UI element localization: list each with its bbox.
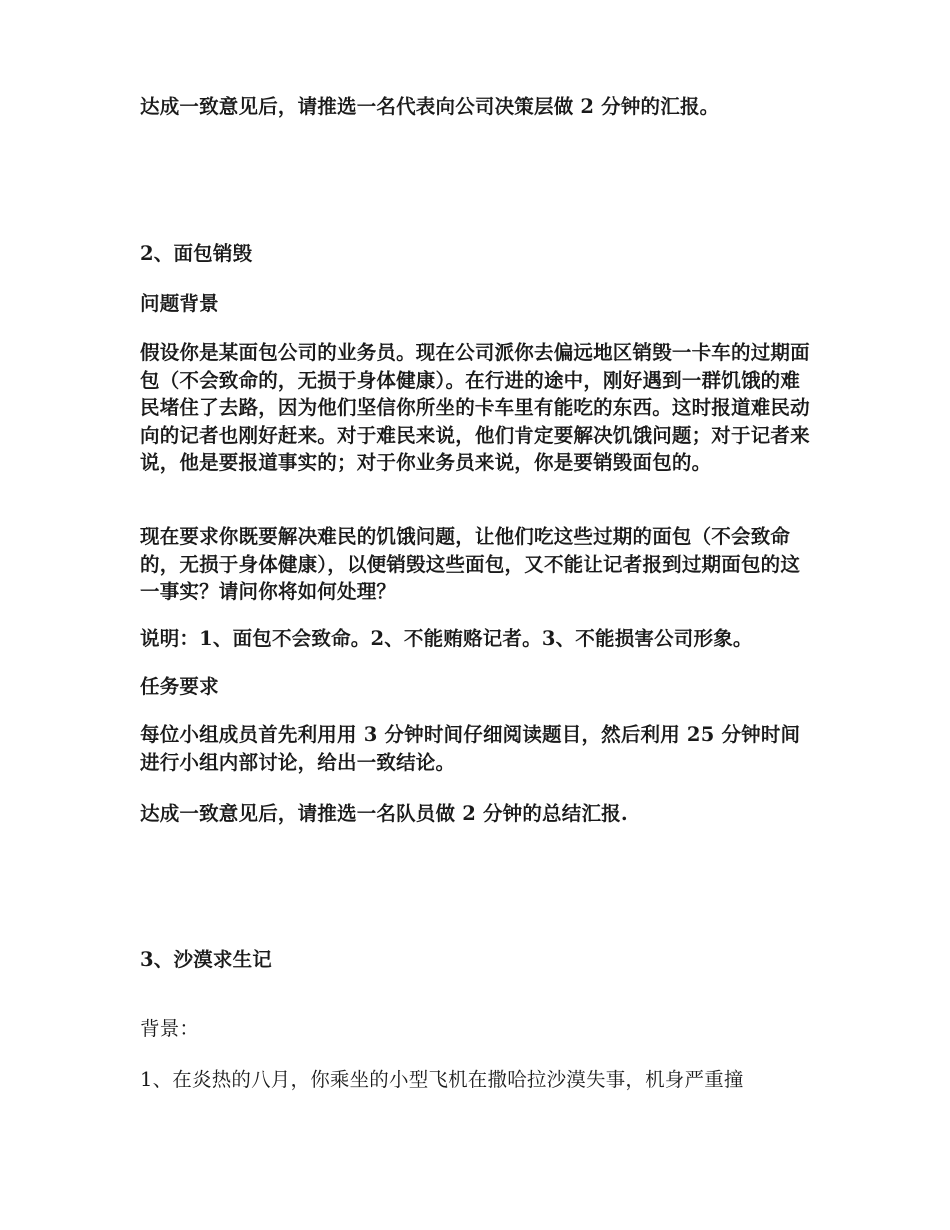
section-2-task-label: 任务要求: [140, 675, 219, 698]
section-2-note-paragraph: 说明：1、面包不会致命。2、不能贿赂记者。3、不能损害公司形象。: [140, 627, 753, 650]
section-2-requirement-paragraph: 现在要求你既要解决难民的饥饿问题，让他们吃这些过期的面包（不会致命的，无损于身体健康），以便销毁这些面包，又不能让记者报到过期面包的这一事实？请问你将如何处理？: [140, 525, 801, 603]
report-instruction-paragraph: 达成一致意见后，请推选一名代表向公司决策层做 2 分钟的汇报。: [140, 95, 720, 118]
section-3-item-1: 1、在炎热的八月，你乘坐的小型飞机在撒哈拉沙漠失事，机身严重撞: [140, 1068, 744, 1091]
section-3-background-label: 背景：: [140, 1017, 200, 1040]
section-2-background-paragraph: 假设你是某面包公司的业务员。现在公司派你去偏远地区销毁一卡车的过期面包（不会致命的，无损于身体健康）。在行进的途中，刚好遇到一群饥饿的难民堵住了去路，因为他们坚信你所坐的卡车里有能吃的东西。这时报道难民动向的记者也刚好赶来。对于难民来说，他们肯定要解决饥饿问题；对于记者来说，他是要报道事实的；对于你业务员来说，你是要销毁面包的。: [140, 341, 810, 474]
section-2-background-label: 问题背景: [140, 292, 219, 315]
section-2-heading: 2、面包销毁: [140, 242, 253, 265]
section-2-summary-paragraph: 达成一致意见后，请推选一名队员做 2 分钟的总结汇报.: [140, 802, 628, 825]
section-3-heading: 3、沙漠求生记: [140, 948, 272, 971]
section-2-task-paragraph: 每位小组成员首先利用用 3 分钟时间仔细阅读题目，然后利用 25 分钟时间进行小组内部讨论，给出一致结论。: [140, 723, 801, 774]
